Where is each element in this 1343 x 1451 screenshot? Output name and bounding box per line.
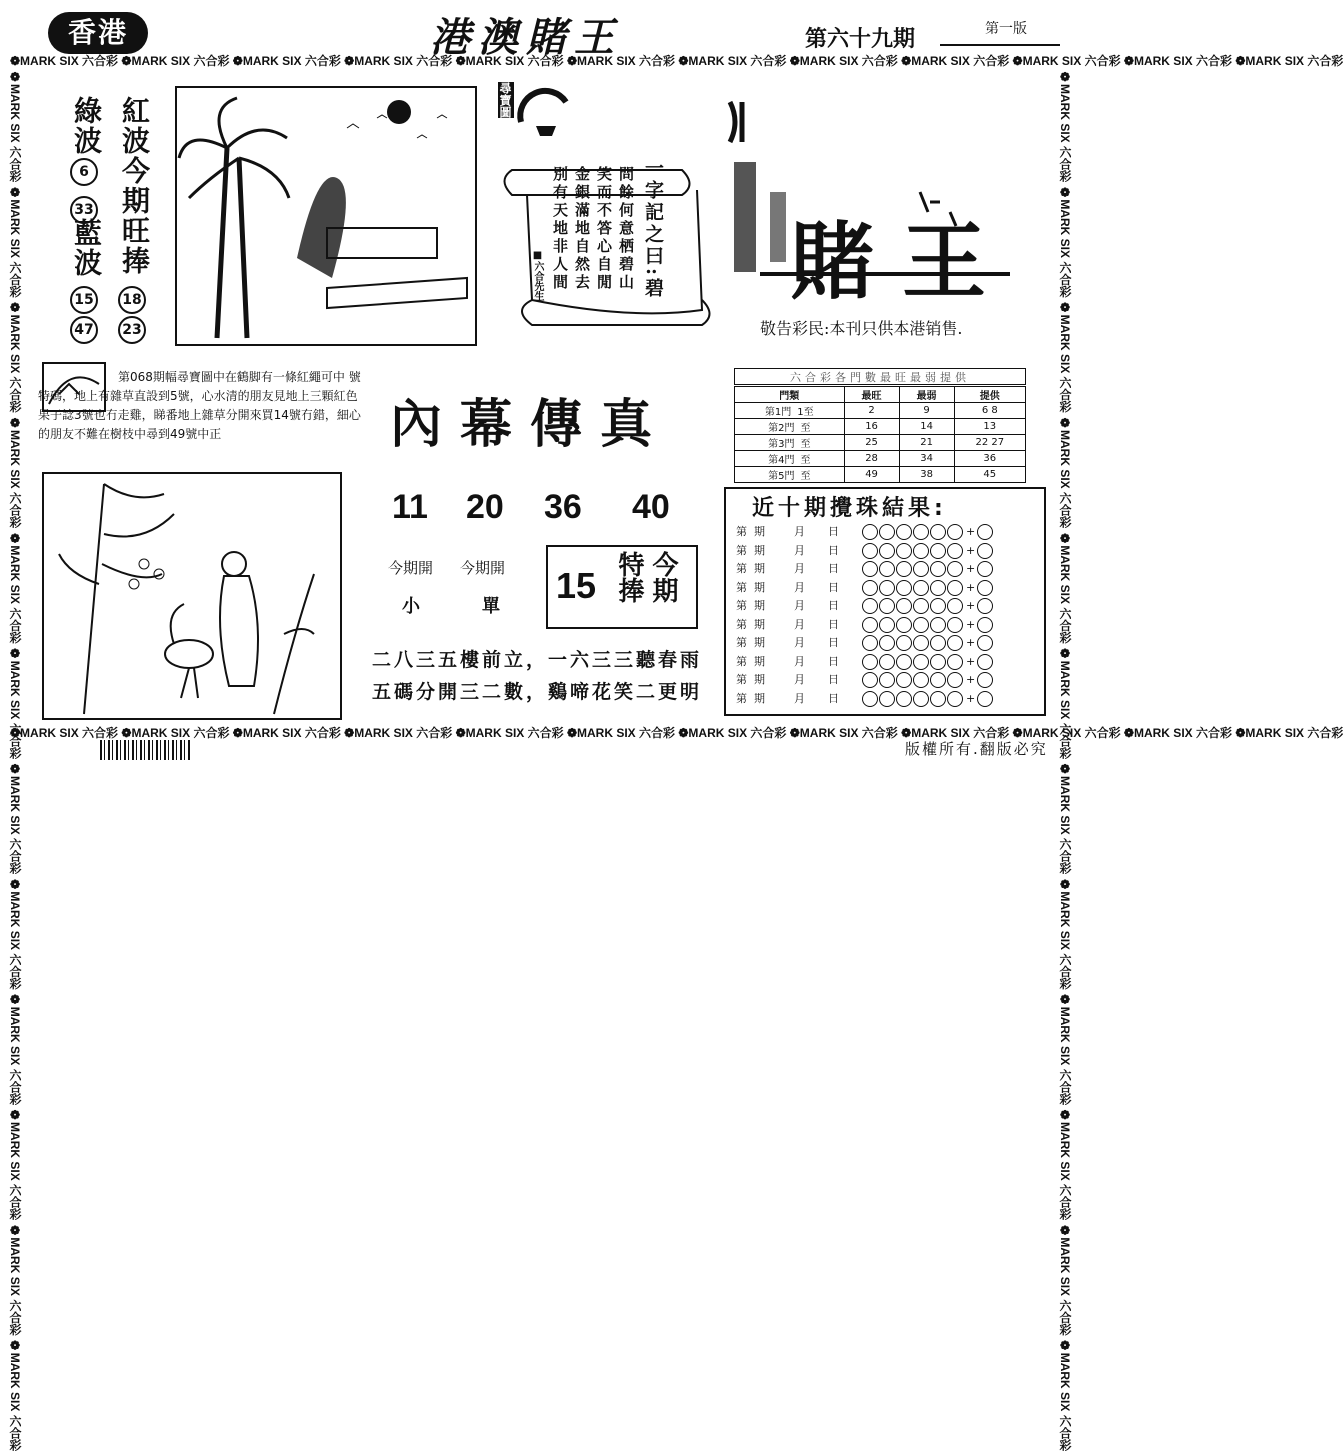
poem-signature: ■六合先生: [532, 250, 543, 301]
ball-slot: [862, 672, 878, 688]
ball-slot: [896, 654, 912, 670]
ball-slot: [930, 654, 946, 670]
plus-sign: +: [966, 543, 976, 557]
special-ball-slot: [977, 691, 993, 707]
ball-slot: [879, 654, 895, 670]
stats-row: [735, 419, 1026, 435]
copyright-notice: 版權所有.翻版必究: [905, 740, 1048, 758]
border-band-bottom: ❁MARK SIX 六合彩 ❁MARK SIX 六合彩 ❁MARK SIX 六合彩 ❁MARK SIX 六合彩 ❁MARK SIX 六合彩 ❁MARK SIX 六合彩 ❁MARK SIX 六合彩 ❁MARK SIX 六合彩 ❁MARK SIX 六合彩 ❁MARK SIX 六合彩 ❁MARK SIX 六合彩 ❁MARK SIX 六合彩: [10, 726, 1343, 740]
result-label: 第: [736, 599, 747, 612]
ball-slot: [930, 672, 946, 688]
row-tips: 36: [954, 451, 1025, 467]
result-label: 月: [794, 691, 805, 705]
green-wave-label: 綠波: [70, 96, 103, 156]
result-label: 日: [828, 617, 839, 631]
ball-slot: [913, 524, 929, 540]
result-label: 期: [754, 673, 765, 686]
special-ball-slot: [977, 524, 993, 540]
row-tips: 45: [954, 467, 1025, 483]
result-row: [736, 671, 994, 690]
ball-slot: [879, 598, 895, 614]
ball-slot: [947, 672, 963, 688]
border-band-left: ❁MARK SIX 六合彩 ❁MARK SIX 六合彩 ❁MARK SIX 六合彩 ❁MARK SIX 六合彩 ❁MARK SIX 六合彩 ❁MARK SIX 六合彩 ❁MARK SIX 六合彩 ❁MARK SIX 六合彩 ❁MARK SIX 六合彩 ❁MARK SIX 六合彩 ❁MARK SIX 六合彩 ❁MARK SIX 六合彩: [8, 70, 22, 1451]
special-ball-slot: [977, 598, 993, 614]
ball-slot: [947, 617, 963, 633]
ball-slot: [913, 543, 929, 559]
result-label: 第: [736, 673, 747, 686]
red-wave-text: 紅波今期旺捧: [118, 96, 151, 276]
result-label: 月: [794, 636, 805, 649]
region-badge: 香港: [48, 12, 148, 54]
result-row: [736, 690, 994, 709]
ball-slot: [913, 580, 929, 596]
ball-slot: [947, 654, 963, 670]
edition-label: 第一版: [985, 21, 1027, 37]
result-label: 日: [828, 580, 839, 594]
result-label: 期: [754, 599, 765, 612]
row-tips: 22 27: [954, 435, 1025, 451]
row-door: 第4門 至: [735, 451, 845, 467]
plus-sign: +: [966, 636, 976, 649]
result-label: 期: [754, 691, 765, 705]
result-row: [736, 634, 994, 653]
sales-notice: 敬告彩民:本刊只供本港销售.: [760, 319, 963, 338]
result-row: [736, 560, 994, 579]
green-number-1: 6: [70, 158, 98, 186]
border-band-top: ❁MARK SIX 六合彩 ❁MARK SIX 六合彩 ❁MARK SIX 六合彩 ❁MARK SIX 六合彩 ❁MARK SIX 六合彩 ❁MARK SIX 六合彩 ❁MARK SIX 六合彩 ❁MARK SIX 六合彩 ❁MARK SIX 六合彩 ❁MARK SIX 六合彩 ❁MARK SIX 六合彩 ❁MARK SIX 六合彩: [10, 54, 1343, 68]
col-door: 門類: [735, 387, 845, 403]
barcode-icon: [100, 740, 190, 760]
ball-slot: [896, 598, 912, 614]
ball-slot: [930, 691, 946, 707]
ball-slot: [947, 524, 963, 540]
plus-sign: +: [966, 525, 976, 538]
special-ball-slot: [977, 561, 993, 577]
result-label: 日: [828, 525, 839, 538]
poem-line-2: 笑而不答心自閒: [595, 166, 613, 292]
this-issue-label-2: 今期開: [460, 559, 506, 577]
result-row: [736, 616, 994, 635]
tip-number-2: 20: [466, 488, 504, 526]
ball-slot: [896, 561, 912, 577]
ball-slot: [913, 617, 929, 633]
ball-slot: [862, 617, 878, 633]
result-label: 月: [794, 673, 805, 686]
result-label: 第: [736, 562, 747, 575]
ball-slot: [913, 672, 929, 688]
result-label: 第: [736, 525, 747, 538]
col-tips: 提供: [954, 387, 1025, 403]
poem-heading: 一字記之曰:碧: [642, 158, 664, 301]
ball-slot: [862, 598, 878, 614]
poem-line-3: 金銀滿地自然去: [573, 166, 591, 292]
ball-slot: [896, 580, 912, 596]
special-ball-slot: [977, 580, 993, 596]
plus-sign: +: [966, 654, 976, 668]
ball-slot: [896, 524, 912, 540]
border-band-right: ❁MARK SIX 六合彩 ❁MARK SIX 六合彩 ❁MARK SIX 六合彩 ❁MARK SIX 六合彩 ❁MARK SIX 六合彩 ❁MARK SIX 六合彩 ❁MARK SIX 六合彩 ❁MARK SIX 六合彩 ❁MARK SIX 六合彩 ❁MARK SIX 六合彩 ❁MARK SIX 六合彩 ❁MARK SIX 六合彩: [1058, 70, 1072, 1451]
blue-number-2: 47: [70, 316, 98, 344]
result-label: 第: [736, 691, 747, 705]
row-door: 第5門 至: [735, 467, 845, 483]
scholar-palm-scene-icon: [177, 88, 475, 344]
ball-slot: [896, 617, 912, 633]
page-title: 港澳賭王: [430, 14, 622, 61]
row-hot: 49: [844, 467, 899, 483]
result-label: 日: [828, 691, 839, 705]
row-tips: 6 8: [954, 403, 1025, 419]
result-row: [736, 523, 994, 542]
result-label: 月: [794, 543, 805, 557]
result-label: 第: [736, 543, 747, 557]
ball-slot: [947, 598, 963, 614]
stats-caption: 六合彩各門數最旺最弱提供: [734, 368, 1026, 385]
ball-slot: [879, 561, 895, 577]
results-box: [724, 487, 1046, 716]
tip-number-3: 36: [544, 488, 582, 526]
result-label: 期: [754, 525, 765, 538]
plus-sign: +: [966, 562, 976, 575]
results-rows: [736, 523, 994, 708]
result-label: 期: [754, 654, 765, 668]
row-door: 第1門 1至: [735, 403, 845, 419]
special-ball-slot: [977, 635, 993, 651]
ball-slot: [913, 598, 929, 614]
result-label: 日: [828, 543, 839, 557]
special-number: 15: [556, 565, 597, 606]
ball-slot: [913, 561, 929, 577]
ball-slot: [862, 580, 878, 596]
plus-sign: +: [966, 617, 976, 631]
result-label: 月: [794, 599, 805, 612]
result-label: 期: [754, 580, 765, 594]
special-text-1: 特捧: [614, 551, 644, 603]
row-hot: 25: [844, 435, 899, 451]
crane-elder-scene-icon: [44, 474, 340, 718]
ball-slot: [862, 561, 878, 577]
row-door: 第3門 至: [735, 435, 845, 451]
ball-slot: [896, 672, 912, 688]
plus-sign: +: [966, 599, 976, 612]
ball-slot: [879, 691, 895, 707]
result-label: 月: [794, 562, 805, 575]
ball-slot: [930, 524, 946, 540]
result-row: [736, 542, 994, 561]
result-label: 日: [828, 562, 839, 575]
ball-slot: [896, 635, 912, 651]
tip-number-4: 40: [632, 488, 670, 526]
inside-news-title: 內幕傳真: [390, 394, 671, 455]
stats-row: [735, 403, 1026, 419]
special-ball-slot: [977, 543, 993, 559]
ball-slot: [930, 617, 946, 633]
result-label: 期: [754, 636, 765, 649]
special-ball-slot: [977, 672, 993, 688]
treasure-map-badge: 尋寶圖: [498, 82, 558, 142]
result-label: 第: [736, 580, 747, 594]
blue-wave-label: 藍波: [70, 218, 103, 278]
result-label: 日: [828, 673, 839, 686]
result-label: 月: [794, 654, 805, 668]
result-label: 期: [754, 562, 765, 575]
plus-sign: +: [966, 691, 976, 705]
blue-number-1: 15: [70, 286, 98, 314]
row-door: 第2門 至: [735, 419, 845, 435]
result-label: 期: [754, 617, 765, 631]
col-cold: 最弱: [899, 387, 954, 403]
result-label: 第: [736, 617, 747, 631]
row-hot: 2: [844, 403, 899, 419]
result-row: [736, 597, 994, 616]
result-label: 月: [794, 617, 805, 631]
special-text-2: 今期: [648, 551, 678, 603]
ball-slot: [879, 543, 895, 559]
ball-slot: [930, 543, 946, 559]
door-stats-table: [734, 386, 1026, 483]
row-cold: 9: [899, 403, 954, 419]
issue-underline: [940, 44, 1060, 46]
row-hot: 16: [844, 419, 899, 435]
ball-slot: [930, 635, 946, 651]
plus-sign: +: [966, 580, 976, 594]
row-cold: 21: [899, 435, 954, 451]
ball-slot: [930, 598, 946, 614]
treasure-illustration-bottom: [42, 472, 342, 720]
poem-line-1: 問餘何意栖碧山: [617, 166, 635, 292]
red-number-2: 23: [118, 316, 146, 344]
arc-icon: [516, 82, 576, 142]
tip-number-1: 11: [392, 488, 428, 526]
ball-slot: [947, 561, 963, 577]
verse-1: 二八三五樓前立，一六三三聽春雨: [372, 649, 703, 671]
special-ball-slot: [977, 617, 993, 633]
ball-slot: [896, 691, 912, 707]
red-number-1: 18: [118, 286, 146, 314]
ball-slot: [862, 524, 878, 540]
row-cold: 38: [899, 467, 954, 483]
row-tips: 13: [954, 419, 1025, 435]
green-number-2: 33: [70, 196, 98, 224]
row-cold: 34: [899, 451, 954, 467]
plus-sign: +: [966, 673, 976, 686]
stats-row: [735, 467, 1026, 483]
ball-slot: [896, 543, 912, 559]
ball-slot: [913, 635, 929, 651]
ball-slot: [862, 635, 878, 651]
result-label: 日: [828, 599, 839, 612]
this-issue-label-1: 今期開: [388, 559, 434, 577]
small-tip: 小: [402, 596, 420, 617]
treasure-illustration-top: [175, 86, 477, 346]
ball-slot: [947, 543, 963, 559]
ball-slot: [930, 580, 946, 596]
result-row: [736, 579, 994, 598]
ball-slot: [879, 524, 895, 540]
poem-line-4: 別有天地非人間: [551, 166, 569, 292]
ball-slot: [879, 672, 895, 688]
result-label: 月: [794, 580, 805, 594]
result-label: 第: [736, 654, 747, 668]
stats-row: [735, 451, 1026, 467]
ball-slot: [879, 635, 895, 651]
result-label: 月: [794, 525, 805, 538]
ball-slot: [862, 691, 878, 707]
ball-slot: [862, 543, 878, 559]
row-hot: 28: [844, 451, 899, 467]
result-label: 日: [828, 654, 839, 668]
king-logo-text: 賭王: [790, 212, 1015, 311]
ball-slot: [947, 580, 963, 596]
ball-slot: [947, 691, 963, 707]
ball-slot: [879, 580, 895, 596]
issue-number: 第六十九期: [805, 27, 916, 52]
single-tip: 單: [482, 596, 500, 617]
result-row: [736, 653, 994, 672]
treasure-story: 第068期幅尋寶圖中在鶴脚有一條紅繩可中 號特碼，地上有雜草直設到5號，心水清的朋友見地上三顆紅色果子諗3號也冇走雞，睇番地上雜草分開來買14號冇錯，細心的朋友不難在樹枝中尋到49號中正: [38, 370, 361, 441]
ball-slot: [879, 617, 895, 633]
col-hot: 最旺: [844, 387, 899, 403]
ball-slot: [930, 561, 946, 577]
special-tip-box: [546, 545, 698, 629]
result-label: 期: [754, 543, 765, 557]
result-label: 日: [828, 636, 839, 649]
special-ball-slot: [977, 654, 993, 670]
stats-row: [735, 435, 1026, 451]
ball-slot: [913, 654, 929, 670]
ball-slot: [913, 691, 929, 707]
ball-slot: [947, 635, 963, 651]
results-title: 近十期攪珠結果:: [752, 496, 947, 521]
verse-2: 五碼分開三二數，鷄啼花笑二更明: [372, 681, 703, 703]
ball-slot: [862, 654, 878, 670]
result-label: 第: [736, 636, 747, 649]
row-cold: 14: [899, 419, 954, 435]
